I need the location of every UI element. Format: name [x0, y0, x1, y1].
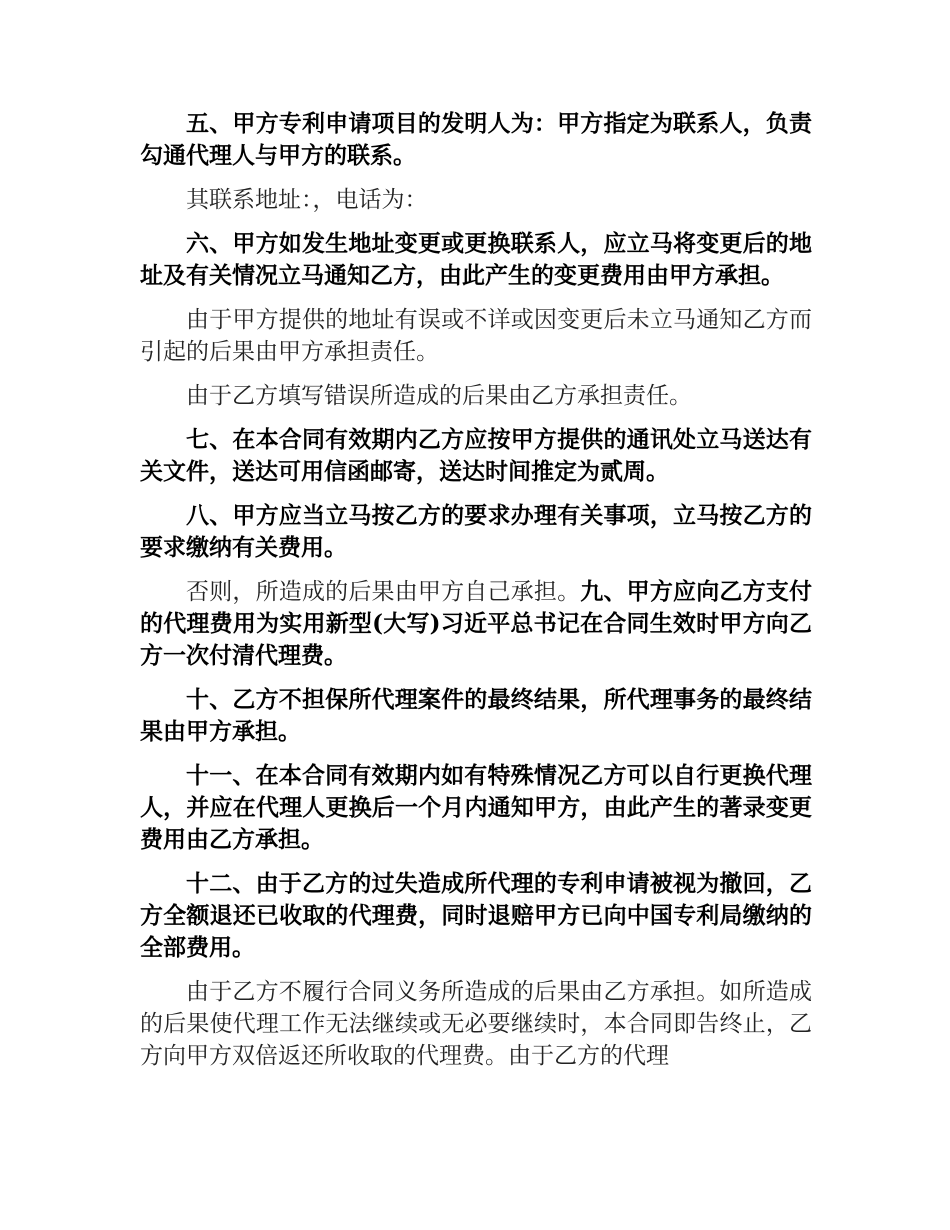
- breach-paragraph: 由于乙方不履行合同义务所造成的后果由乙方承担。如所造成的后果使代理工作无法继续或无必要继续时，本合同即告终止，乙方向甲方双倍返还所收取的代理费。由于乙方的代理: [140, 979, 812, 1069]
- clause-6-paragraph: 六、甲方如发生地址变更或更换联系人，应立马将变更后的地址及有关情况立马通知乙方，由此产生的变更费用由甲方承担。: [140, 230, 812, 289]
- clause-11-paragraph: 十一、在本合同有效期内如有特殊情况乙方可以自行更换代理人，并应在代理人更换后一个月内通知甲方，由此产生的著录变更费用由乙方承担。: [140, 762, 812, 853]
- address-error-paragraph: 由于甲方提供的地址有误或不详或因变更后未立马通知乙方而引起的后果由甲方承担责任。: [140, 307, 812, 365]
- clause-10-paragraph: 十、乙方不担保所代理案件的最终结果，所代理事务的最终结果由甲方承担。: [140, 686, 812, 745]
- clause-7-paragraph: 七、在本合同有效期内乙方应按甲方提供的通讯处立马送达有关文件，送达可用信函邮寄，送达时间推定为贰周。: [140, 426, 812, 485]
- clause-8-paragraph: 八、甲方应当立马按乙方的要求办理有关事项，立马按乙方的要求缴纳有关费用。: [140, 502, 812, 561]
- clause-5-paragraph: 五、甲方专利申请项目的发明人为：甲方指定为联系人，负责勾通代理人与甲方的联系。: [140, 110, 812, 169]
- clause-9-paragraph: [140, 576, 812, 672]
- contact-address-paragraph: 其联系地址：，电话为：: [186, 187, 428, 213]
- fill-error-paragraph: 由于乙方填写错误所造成的后果由乙方承担责任。: [186, 383, 692, 409]
- clause-9-bold-run: 九、甲方应向乙方支付的代理费用为实用新型(大写)习近平总书记在合同生效时甲方向乙方一次付清代理费。: [140, 578, 813, 669]
- document-page: [140, 108, 812, 1084]
- clause-9-plain-run: 否则，所造成的后果由甲方自己承担。: [186, 579, 581, 605]
- clause-12-paragraph: 十二、由于乙方的过失造成所代理的专利申请被视为撤回，乙方全额退还已收取的代理费，同时退赔甲方已向中国专利局缴纳的全部费用。: [140, 870, 812, 961]
